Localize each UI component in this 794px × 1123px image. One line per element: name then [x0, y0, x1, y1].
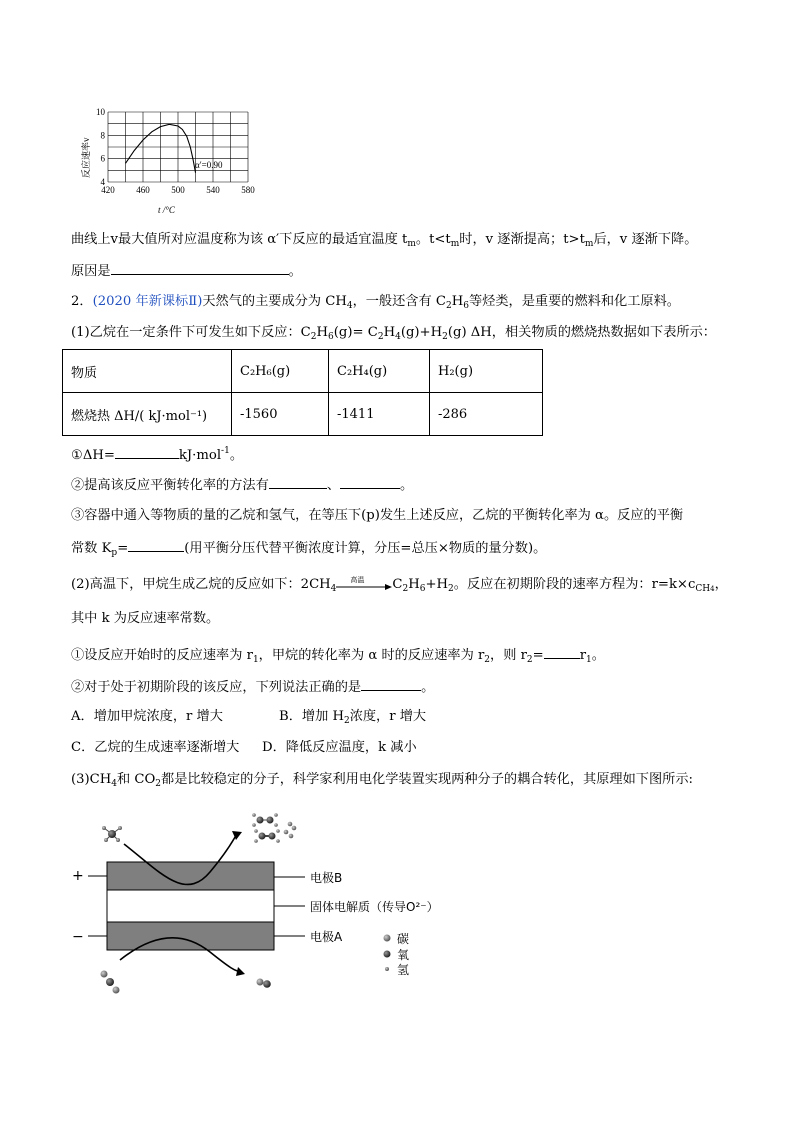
- positive-terminal: +: [72, 868, 84, 884]
- table-header-cell: 物质: [63, 350, 232, 393]
- chart-x-label: t /°C: [158, 205, 175, 215]
- table-row-label: 燃烧热 ΔH/( kJ·mol⁻¹): [63, 393, 232, 436]
- chart-x-tick: 420: [101, 185, 115, 195]
- part-2-intro: (2)高温下，甲烷生成乙烷的反应如下：$2CH_4$ 高温 $C_2H_6+H_2$。反应在初期阶段的速率方程为：$r=k\times c_{CH4}$，: [71, 575, 728, 594]
- electrode-b-label: 电极B: [310, 871, 343, 885]
- table-row: [63, 393, 543, 436]
- oxygen-legend-icon: [384, 951, 391, 958]
- line-reason: 原因是 。: [71, 261, 302, 281]
- reaction-rate-chart: [80, 104, 260, 216]
- option-a[interactable]: A．增加甲烷浓度，r 增大: [71, 709, 223, 724]
- carbon-legend-icon: [384, 935, 391, 942]
- option-c[interactable]: C．乙烷的生成速率逐渐增大: [71, 740, 240, 755]
- chart-x-tick: 540: [206, 185, 220, 195]
- chart-y-tick: 4: [100, 177, 105, 187]
- electrolyte-label: 固体电解质（传导O²⁻）: [310, 900, 439, 914]
- carbon-monoxide-molecule-icon: [257, 979, 271, 988]
- answer-blank[interactable]: [269, 475, 327, 489]
- option-d[interactable]: D．降低反应温度，k 减小: [262, 740, 417, 755]
- answer-blank[interactable]: [115, 445, 179, 459]
- hydrogen-molecule-icon: [284, 822, 297, 839]
- reaction-arrow: 高温: [336, 579, 392, 591]
- answer-blank[interactable]: [111, 261, 289, 275]
- part-1-intro: (1)乙烷在一定条件下可发生如下反应：$C_2H_6(g)= C_2H_4(g)+H_2(g)$ ΔH，相关物质的燃烧热数据如下表所示：: [71, 325, 716, 342]
- electrode-a-label: 电极A: [310, 930, 343, 944]
- combustion-heat-table: [62, 349, 543, 436]
- sub-question-1: ①ΔH= kJ·mol$^{-1}$。: [71, 446, 244, 463]
- chart-x-tick: 460: [136, 185, 150, 195]
- ethylene-molecule-icon: [254, 829, 280, 843]
- chart-y-tick: 6: [100, 153, 105, 164]
- part-3-intro: $(3)CH_4$和 $CO_2$都是比较稳定的分子，科学家利用电化学装置实现两种分子的耦合转化，其原理如下图所示:: [71, 772, 693, 789]
- table-header-cell: C₂H₆(g): [232, 350, 329, 393]
- sub-question-2: ②提高该反应平衡转化率的方法有 、 。: [71, 475, 413, 495]
- table-header-cell: C₂H₄(g): [329, 350, 430, 393]
- table-cell: -1560: [232, 393, 329, 436]
- sub-question-2-1: ①设反应开始时的反应速率为 $r_1$，甲烷的转化率为 α 时的反应速率为 $r_2$，则 $r_2= r_1$。: [71, 645, 605, 669]
- table-cell: -1411: [329, 393, 430, 436]
- line-optimal-temp: 曲线上v最大值所对应温度称为该 α′下反应的最适宜温度 $t_m$。$t<t_m$时，v 逐渐提高；$t>t_m$后，v 逐渐下降。: [71, 232, 698, 249]
- chart-y-tick: 8: [100, 130, 105, 141]
- chart-y-label: 反应速率v: [81, 137, 91, 178]
- carbon-legend-label: 碳: [397, 932, 410, 946]
- atom-legend: [384, 931, 410, 977]
- answer-blank[interactable]: [544, 645, 580, 659]
- sub-question-3b: 常数 $K_p=$ (用平衡分压代替平衡浓度计算，分压=总压×物质的量分数)。: [71, 538, 546, 562]
- answer-blank[interactable]: [361, 677, 421, 691]
- option-b[interactable]: B．增加 $H_2$浓度，r 增大: [279, 709, 427, 726]
- chart-x-tick: 580: [241, 185, 255, 195]
- sub-question-2-2: ②对于处于初期阶段的该反应，下列说法正确的是 。: [71, 677, 434, 697]
- chart-x-tick: 500: [171, 185, 185, 195]
- oxygen-legend-label: 氧: [397, 948, 410, 962]
- hydrogen-legend-label: 氢: [397, 963, 410, 977]
- chart-grid: [108, 112, 248, 182]
- sub-question-3a: ③容器中通入等物质的量的乙烷和氢气，在等压下(p)发生上述反应，乙烷的平衡转化率为 α。反应的平衡: [71, 508, 684, 523]
- ethane-molecule-icon: [252, 813, 278, 827]
- negative-terminal: −: [72, 929, 84, 945]
- part-2-note: 其中 k 为反应速率常数。: [71, 611, 220, 626]
- methane-molecule-icon: [102, 826, 122, 842]
- electrode-b-slab: [107, 862, 274, 890]
- question-source: (2020 年新课标Ⅱ): [92, 294, 203, 309]
- answer-blank[interactable]: [340, 475, 400, 489]
- table-header-row: [63, 350, 543, 393]
- chart-annotation: α′=0.90: [195, 160, 223, 170]
- answer-blank[interactable]: [128, 538, 184, 552]
- hydrogen-legend-icon: [385, 967, 389, 971]
- electrolyte-layer: [107, 890, 274, 922]
- carbon-dioxide-molecule-icon: [101, 971, 120, 994]
- table-header-cell: H₂(g): [430, 350, 543, 393]
- bottom-arrow-head: [236, 967, 245, 976]
- chart-y-tick: 10: [96, 107, 105, 117]
- electrode-a-slab: [107, 922, 274, 950]
- question-2-intro: 2．(2020 年新课标Ⅱ)天然气的主要成分为 $CH_4$，一般还含有 $C_2H_6$等烃类，是重要的燃料和化工原料。: [71, 294, 680, 311]
- electrochemical-cell-diagram: [60, 812, 480, 1008]
- table-cell: -286: [430, 393, 543, 436]
